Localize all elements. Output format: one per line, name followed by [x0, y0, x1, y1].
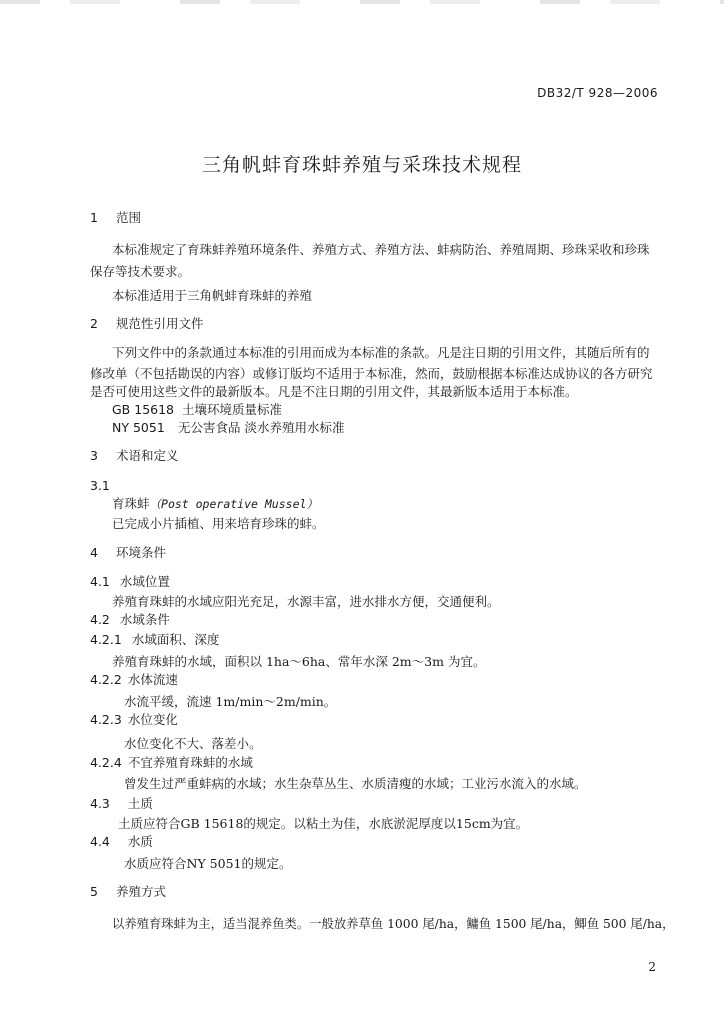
reference-code: GB 15618 [112, 402, 174, 417]
section-title: 环境条件 [115, 545, 166, 560]
standard-code: DB32/T 928—2006 [537, 86, 658, 100]
reference-title: 无公害食品 淡水养殖用水标准 [178, 420, 345, 435]
section-number: 1 [90, 210, 98, 225]
subsection-heading [90, 672, 178, 688]
paragraph-line: 以养殖育珠蚌为主，适当混养鱼类。一般放养草鱼 1000 尾/ha，鳙鱼 1500 尾/ha，鲫鱼 500 尾/ha， [112, 916, 675, 931]
paragraph-line: 本标准适用于三角帆蚌育珠蚌的养殖 [112, 288, 313, 303]
section-title: 规范性引用文件 [115, 316, 204, 331]
subsection-number: 4.2.1 [90, 632, 122, 647]
paragraph-line: 养殖育珠蚌的水域应阳光充足，水源丰富，进水排水方便，交通便利。 [112, 594, 500, 609]
section-heading [90, 448, 178, 464]
reference-title: 土壤环境质量标准 [182, 402, 283, 417]
section-heading [90, 316, 203, 332]
subsection-number: 4.2 [90, 612, 110, 627]
section-title: 范围 [115, 210, 141, 225]
subsection-number: 4.2.3 [90, 712, 122, 727]
subsection-number: 4.2.2 [90, 672, 122, 687]
section-number: 2 [90, 316, 98, 331]
paragraph-line: 是否可使用这些文件的最新版本。凡是不注日期的引用文件，其最新版本适用于本标准。 [90, 384, 578, 399]
section-heading [90, 545, 166, 561]
subsection-heading [90, 834, 153, 850]
section-number: 5 [90, 884, 98, 899]
subsection-title: 水体流速 [127, 672, 178, 687]
subsection-title: 水质 [127, 834, 153, 849]
scan-edge-artifact [0, 0, 724, 4]
term-chinese: 育珠蚌 [112, 496, 150, 511]
subsection-number: 4.3 [90, 796, 110, 811]
section-number: 3 [90, 448, 98, 463]
paragraph-line: 修改单（不包括勘误的内容）或修订版均不适用于本标准，然而，鼓励根据本标准达成协议的各方研究 [90, 366, 653, 381]
subsection-number: 3.1 [90, 478, 110, 493]
page-number: 2 [648, 960, 656, 974]
subsection-number: 4.4 [90, 834, 110, 849]
paragraph-line: 本标准规定了育珠蚌养殖环境条件、养殖方式、养殖方法、蚌病防治、养殖周期、珍珠采收和珍珠 [112, 242, 650, 257]
paragraph-line: 保存等技术要求。 [90, 264, 191, 279]
section-title: 术语和定义 [115, 448, 179, 463]
term-english: （Post operative Mussel） [149, 497, 318, 511]
paragraph-line: 下列文件中的条款通过本标准的引用而成为本标准的条款。凡是注日期的引用文件，其随后所有的 [112, 345, 650, 360]
paragraph-line: 水质应符合NY 5051的规定。 [124, 856, 292, 871]
subsection-heading [90, 712, 178, 728]
section-number: 4 [90, 545, 98, 560]
reference-item [112, 420, 344, 436]
subsection-title: 水域面积、深度 [131, 632, 220, 647]
section-heading [90, 210, 141, 226]
subsection-number: 4.1 [90, 574, 110, 589]
subsection-number: 4.2.4 [90, 755, 122, 770]
term-definition: 已完成小片插植、用来培育珍珠的蚌。 [112, 516, 325, 531]
term-line [112, 496, 318, 512]
subsection-title: 水位变化 [127, 712, 178, 727]
paragraph-line: 土质应符合GB 15618的规定。以粘土为佳，水底淤泥厚度以15cm为宜。 [118, 816, 529, 831]
subsection-heading [90, 574, 170, 590]
subsection-title: 土质 [127, 796, 153, 811]
paragraph-line: 水流平缓，流速 1m/min～2m/min。 [124, 694, 337, 709]
subsection-title: 不宜养殖育珠蚌的水域 [127, 755, 253, 770]
paragraph-line: 水位变化不大、落差小。 [124, 736, 262, 751]
section-title: 养殖方式 [115, 884, 166, 899]
section-heading [90, 884, 166, 900]
subsection-title: 水域位置 [119, 574, 170, 589]
subsection-heading [90, 612, 170, 628]
subsection-heading [90, 796, 153, 812]
reference-item [112, 402, 282, 418]
reference-code: NY 5051 [112, 420, 165, 435]
document-title: 三角帆蚌育珠蚌养殖与采珠技术规程 [201, 154, 522, 176]
subsection-title: 水域条件 [119, 612, 170, 627]
paragraph-line: 曾发生过严重蚌病的水域；水生杂草丛生、水质清瘦的水域；工业污水流入的水域。 [124, 776, 587, 791]
subsection-heading [90, 632, 219, 648]
subsection-heading [90, 755, 253, 771]
paragraph-line: 养殖育珠蚌的水域，面积以 1ha～6ha、常年水深 2m～3m 为宜。 [112, 654, 486, 669]
